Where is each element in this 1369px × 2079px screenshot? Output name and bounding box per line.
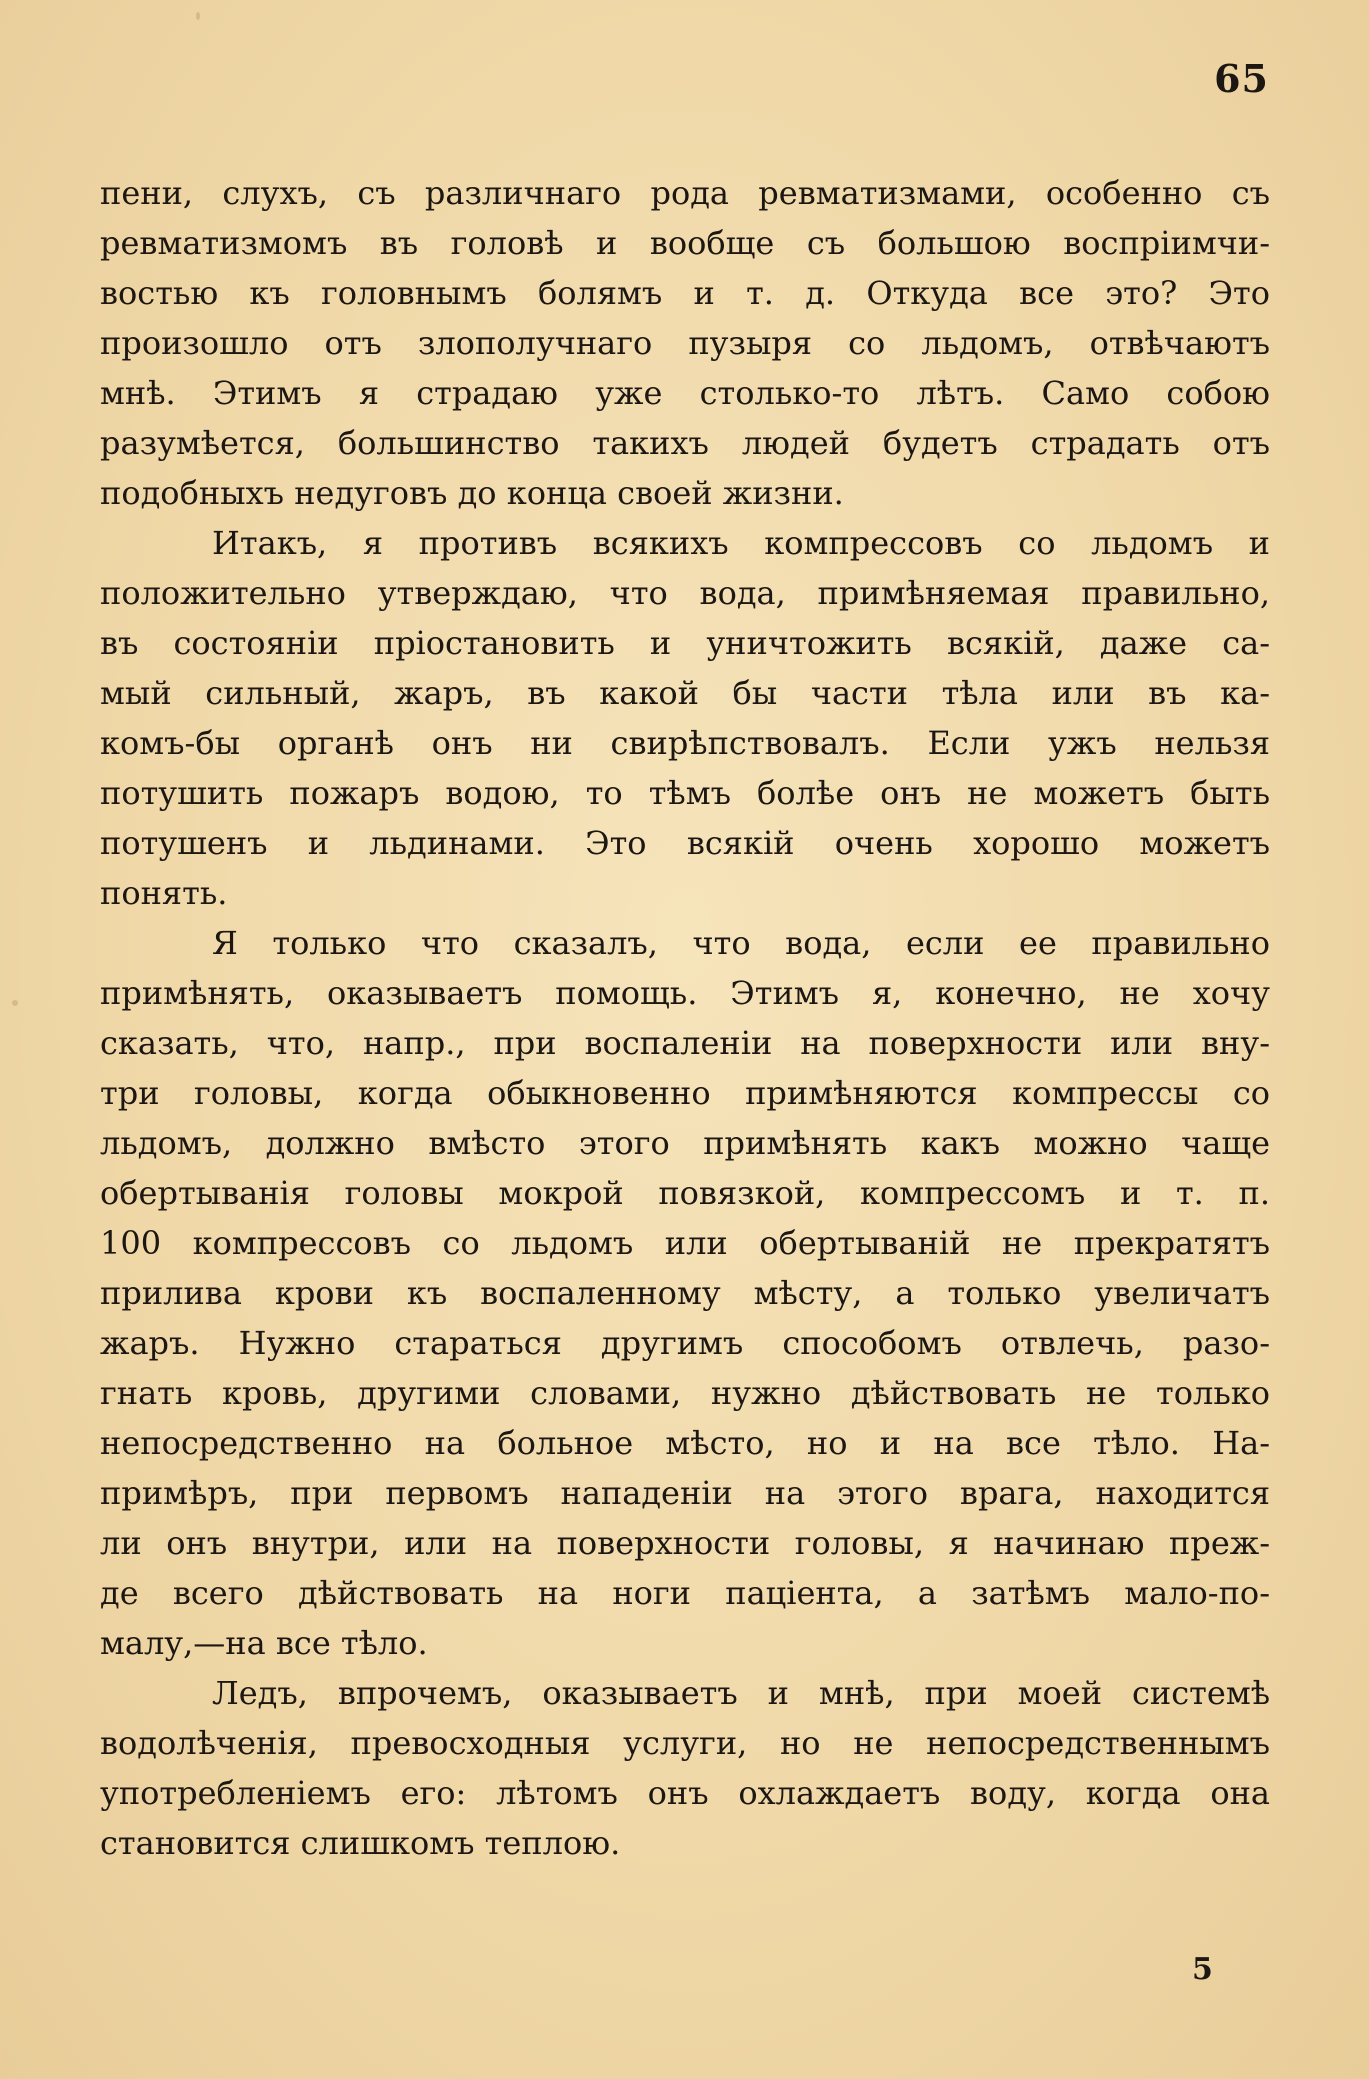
text-line: мый сильный, жаръ, въ какой бы части тѣла или въ ка- — [100, 674, 1270, 712]
text-line: гнать кровь, другими словами, нужно дѣйствовать не только — [100, 1374, 1270, 1412]
paper-speck — [12, 1000, 18, 1006]
text-line: становится слишкомъ теплою. — [100, 1824, 621, 1862]
text-line: непосредственно на больное мѣсто, но и на все тѣло. На- — [100, 1424, 1270, 1462]
text-line: потушенъ и льдинами. Это всякій очень хорошо можетъ — [100, 824, 1270, 862]
paragraph-2 — [100, 518, 1270, 918]
text-line: 100 компрессовъ со льдомъ или обертываній не прекратятъ — [100, 1224, 1270, 1262]
text-line: подобныхъ недуговъ до конца своей жизни. — [100, 474, 844, 512]
text-line: примѣнять, оказываетъ помощь. Этимъ я, конечно, не хочу — [100, 974, 1270, 1012]
text-line: жаръ. Нужно стараться другимъ способомъ отвлечь, разо- — [100, 1324, 1270, 1362]
text-line: произошло отъ злополучнаго пузыря со льдомъ, отвѣчаютъ — [100, 324, 1270, 362]
text-line: Я только что сказалъ, что вода, если ее правильно — [212, 924, 1270, 962]
text-line: употребленіемъ его: лѣтомъ онъ охлаждаетъ воду, когда она — [100, 1774, 1270, 1812]
text-line: ревматизмомъ въ головѣ и вообще съ большою воспріимчи- — [100, 224, 1270, 262]
text-line: потушить пожаръ водою, то тѣмъ болѣе онъ не можетъ быть — [100, 774, 1270, 812]
text-line: положительно утверждаю, что вода, примѣняемая правильно, — [100, 574, 1270, 612]
text-line: льдомъ, должно вмѣсто этого примѣнять какъ можно чаще — [100, 1124, 1270, 1162]
text-line: водолѣченія, превосходныя услуги, но не непосредственнымъ — [100, 1724, 1270, 1762]
printer-signature-mark: 5 — [1192, 1952, 1213, 1987]
text-line: сказать, что, напр., при воспаленіи на поверхности или вну- — [100, 1024, 1270, 1062]
text-line: примѣръ, при первомъ нападеніи на этого врага, находится — [100, 1474, 1270, 1512]
paragraph-3 — [100, 918, 1270, 1668]
text-line: малу,—на все тѣло. — [100, 1624, 428, 1662]
text-line: обертыванія головы мокрой повязкой, компрессомъ и т. п. — [100, 1174, 1270, 1212]
text-line: де всего дѣйствовать на ноги паціента, а затѣмъ мало-по- — [100, 1574, 1270, 1612]
paper-speck — [196, 12, 200, 20]
text-line: прилива крови къ воспаленному мѣсту, а только увеличатъ — [100, 1274, 1270, 1312]
paragraph-4 — [100, 1668, 1270, 1868]
text-line: комъ-бы органѣ онъ ни свирѣпствовалъ. Если ужъ нельзя — [100, 724, 1270, 762]
text-line: въ состояніи пріостановить и уничтожить всякій, даже са- — [100, 624, 1270, 662]
paragraph-1 — [100, 168, 1270, 518]
text-line: Итакъ, я противъ всякихъ компрессовъ со льдомъ и — [212, 524, 1270, 562]
text-line: востью къ головнымъ болямъ и т. д. Откуда все это? Это — [100, 274, 1270, 312]
body-text — [100, 168, 1270, 1868]
text-line: ли онъ внутри, или на поверхности головы, я начинаю преж- — [100, 1524, 1270, 1562]
text-line: три головы, когда обыкновенно примѣняются компрессы со — [100, 1074, 1270, 1112]
text-line: пени, слухъ, съ различнаго рода ревматизмами, особенно съ — [100, 174, 1270, 212]
text-line: разумѣется, большинство такихъ людей будетъ страдать отъ — [100, 424, 1270, 462]
text-line: понять. — [100, 874, 228, 912]
page-number: 65 — [1214, 56, 1269, 101]
text-line: Ледъ, впрочемъ, оказываетъ и мнѣ, при моей системѣ — [212, 1674, 1270, 1712]
text-line: мнѣ. Этимъ я страдаю уже столько-то лѣтъ. Само собою — [100, 374, 1270, 412]
